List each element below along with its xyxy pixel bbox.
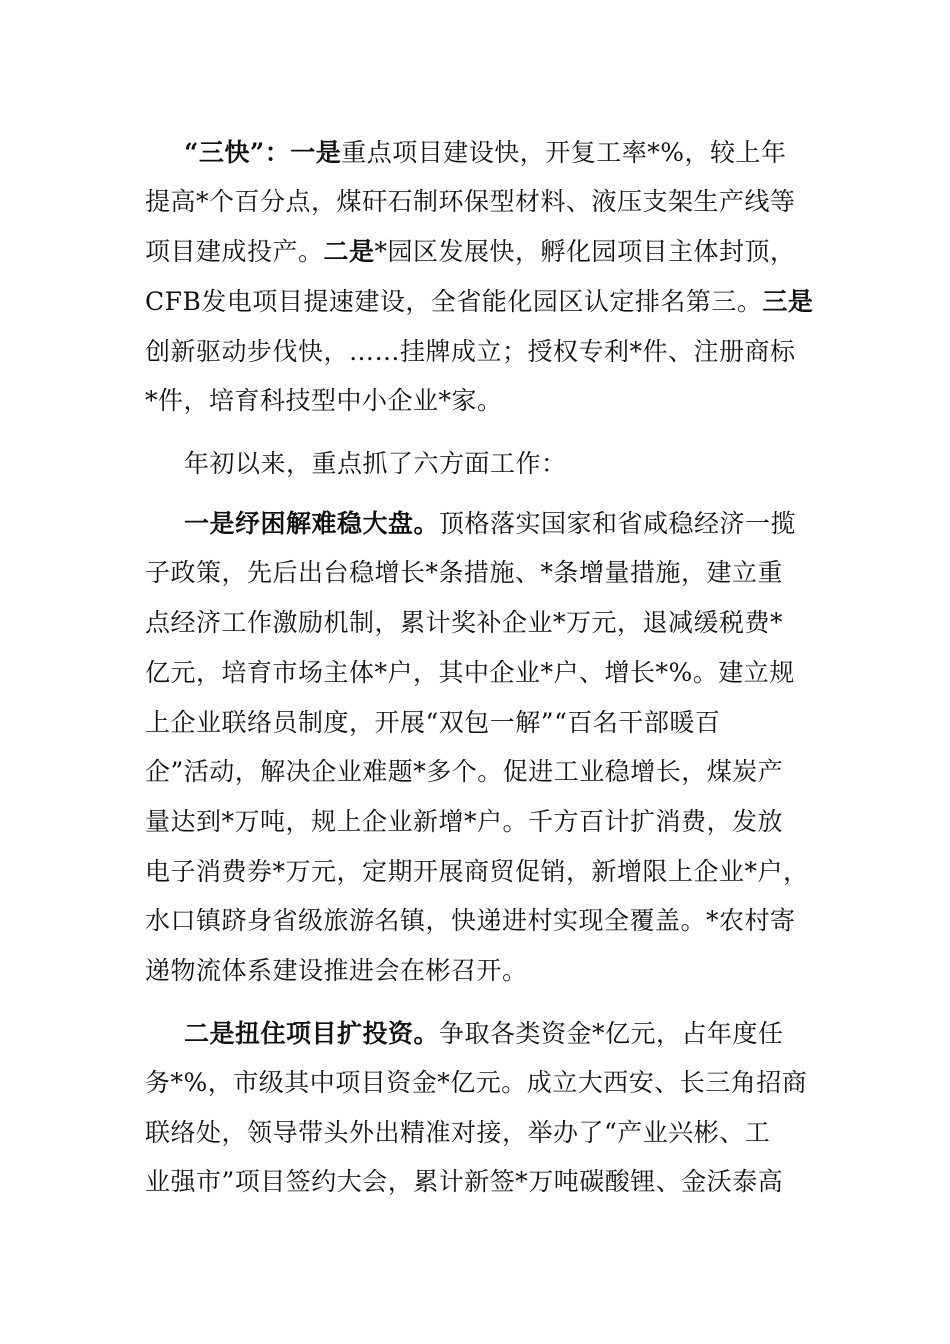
text-run: 电子消费券*万元，定期开展商贸促销，新增限上企业*户， [145,857,809,886]
text-run: 提高*个百分点，煤矸石制环保型材料、液压支架生产线等 [145,187,796,216]
text-line [145,285,813,319]
text-run: 顶格落实国家和省咸稳经济一揽 [439,509,797,538]
text-run: 水口镇跻身省级旅游名镇，快递进村实现全覆盖。*农村寄 [145,906,796,935]
text-run: 递物流体系建设推进会在彬召开。 [145,956,528,985]
text-line [145,606,783,640]
text-run: *件，培育科技型中小企业*家。 [145,386,503,415]
text-run: 创新驱动步伐快，……挂牌成立；授权专利*件、注册商标 [145,337,796,366]
text-line [145,384,503,418]
text-run: 务*%，市级其中项目资金*亿元。成立大西安、长三角招商 [145,1068,808,1097]
text-line [145,706,720,740]
text-run: *园区发展快，孵化园项目主体封顶， [374,237,796,266]
text-line [145,1066,807,1100]
text-run: 争取各类资金*亿元，占年度任 [439,1019,784,1048]
text-line [145,954,528,988]
text-line [145,335,796,369]
text-run: 重点项目建设快，开复工率*%，较上年 [341,138,787,167]
text-line [145,755,783,789]
text-line [145,805,783,839]
text-run: 亿元，培育市场主体*户，其中企业*户、增长*%。建立规 [145,658,795,687]
text-run: 业强市”项目签约大会，累计新签*万吨碳酸锂、金沃泰高 [145,1167,784,1196]
text-run: 三是 [762,287,814,316]
text-line [184,1017,784,1051]
text-run: 子政策，先后出台稳增长*条措施、*条增量措施，建立重 [145,558,784,587]
text-line [184,507,796,541]
text-line [145,1116,770,1150]
text-run: CFB发电项目提速建设，全省能化园区认定排名第三。 [145,287,763,316]
text-run: 上企业联络员制度，开展“双包一解”“百名干部暖百 [145,708,721,737]
text-run: 年初以来，重点抓了六方面工作： [184,449,567,478]
text-run: 点经济工作激励机制，累计奖补企业*万元，退减缓税费* [145,608,784,637]
text-run: 项目建成投产。 [145,237,324,266]
text-line [184,447,567,481]
text-run: 联络处，领导带头外出精准对接，举办了“产业兴彬、工 [145,1118,771,1147]
text-run: 量达到*万吨，规上企业新增*户。千方百计扩消费，发放 [145,807,784,836]
text-line [145,855,809,889]
text-line [145,556,783,590]
text-line [145,656,795,690]
text-run: 二是 [323,237,375,266]
text-run: 企”活动，解决企业难题*多个。促进工业稳增长，煤炭产 [145,757,784,786]
text-line [145,185,796,219]
text-run: 一是 [290,138,342,167]
text-run: 二是扭住项目扩投资。 [184,1019,440,1048]
text-run: 一是纾困解难稳大盘。 [184,509,440,538]
text-line [145,235,796,269]
text-line [184,136,787,170]
text-line [145,904,796,938]
text-line [145,1165,783,1199]
text-run: “三快”： [184,138,291,167]
